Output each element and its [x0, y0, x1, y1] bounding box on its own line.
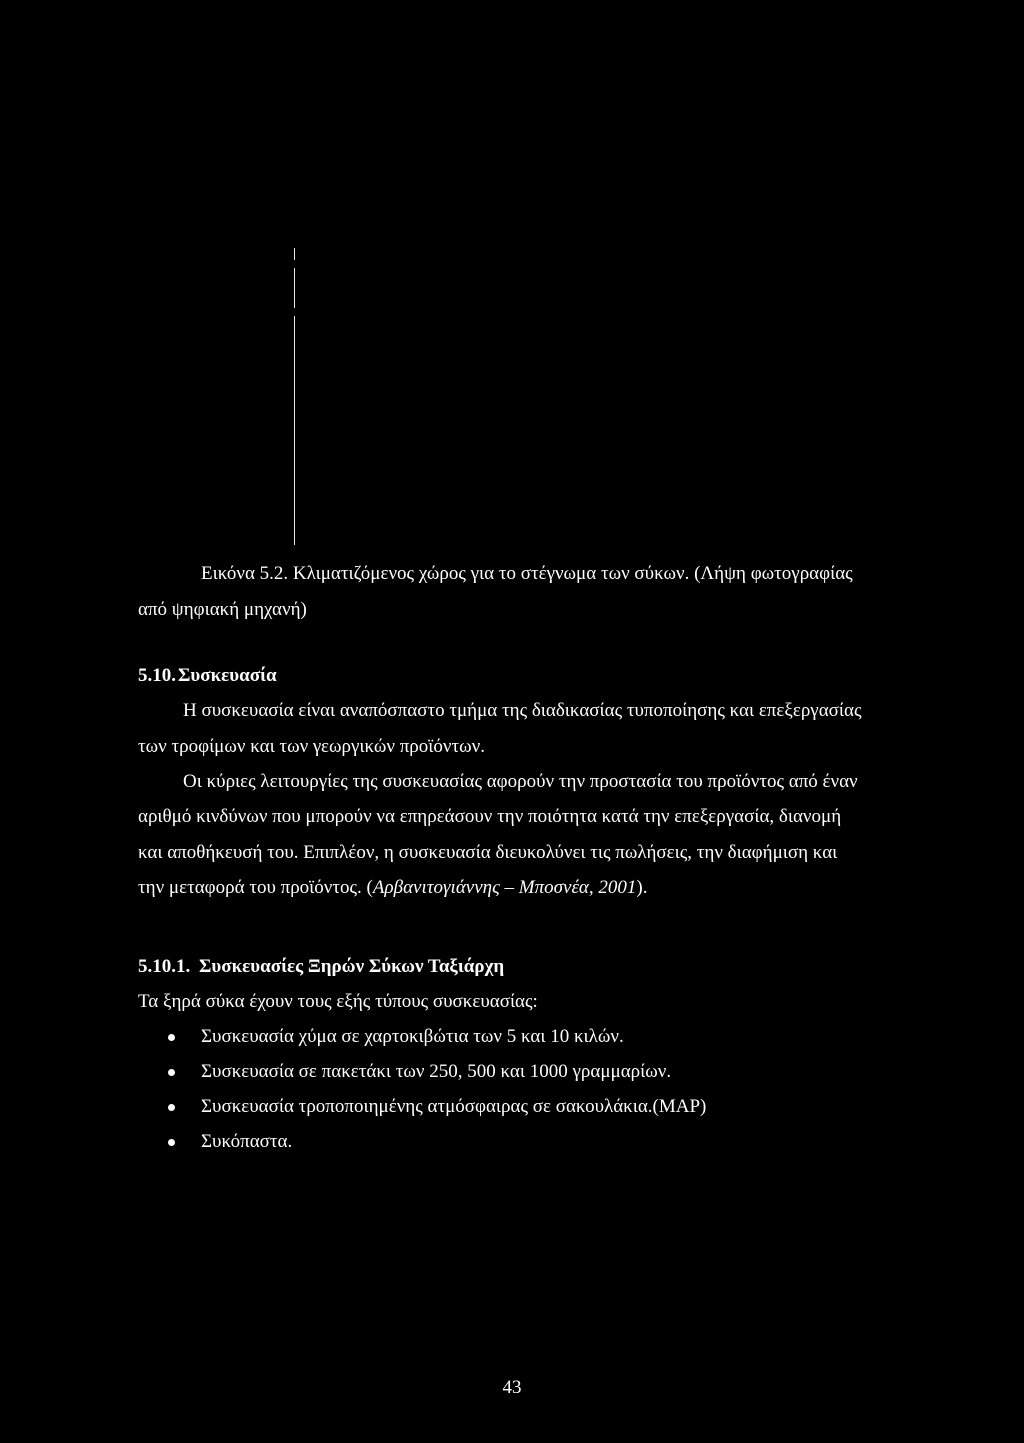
section-number: 5.10.	[138, 665, 176, 686]
subsection-title: Συσκευασίες Ξηρών Σύκων Ταξιάρχη	[199, 956, 505, 977]
paragraph2-line4	[138, 877, 647, 899]
page-number: 43	[502, 1377, 522, 1398]
bullet-icon	[168, 1104, 175, 1111]
citation: Αρβανιτογιάννης – Μποσνέα, 2001	[372, 877, 637, 898]
paragraph2-line1: Οι κύριες λειτουργίες της συσκευασίας αφορούν την προστασία του προϊόντος από έναν	[183, 771, 858, 792]
list-item: Συσκευασία τροποποιημένης ατμόσφαιρας σε σακουλάκια.(MAP)	[201, 1096, 707, 1117]
figure-divider-line	[294, 248, 295, 260]
list-item: Συσκευασία χύμα σε χαρτοκιβώτια των 5 και 10 κιλών.	[201, 1026, 624, 1047]
subsection-number: 5.10.1.	[138, 956, 191, 977]
bullet-icon	[168, 1069, 175, 1076]
bullet-icon	[168, 1034, 175, 1041]
bullet-icon	[168, 1139, 175, 1146]
list-item: Συκόπαστα.	[201, 1131, 293, 1152]
paragraph2-line3: και αποθήκευσή του. Επιπλέον, η συσκευασία διευκολύνει τις πωλήσεις, την διαφήμιση και	[138, 842, 838, 863]
figure-caption-line1: Εικόνα 5.2. Κλιματιζόμενος χώρος για το στέγνωμα των σύκων. (Λήψη φωτογραφίας	[201, 563, 853, 584]
paragraph1-line2: των τροφίμων και των γεωργικών προϊόντων.	[138, 736, 485, 757]
paragraph2-line4-end: ).	[636, 877, 648, 898]
paragraph2-line4-text: την μεταφορά του προϊόντος. (	[138, 877, 373, 898]
subsection-intro: Τα ξηρά σύκα έχουν τους εξής τύπους συσκευασίας:	[138, 991, 538, 1012]
paragraph2-line2: αριθμό κινδύνων που μπορούν να επηρεάσουν την ποιότητα κατά την επεξεργασία, διανομή	[138, 806, 842, 827]
figure-divider-line	[294, 316, 295, 545]
section-title: Συσκευασία	[178, 665, 277, 686]
figure-divider-line	[294, 268, 295, 308]
figure-caption-line2: από ψηφιακή μηχανή)	[138, 599, 307, 620]
paragraph1-line1: Η συσκευασία είναι αναπόσπαστο τμήμα της διαδικασίας τυποποίησης και επεξεργασίας	[183, 700, 862, 721]
list-item: Συσκευασία σε πακετάκι των 250, 500 και 1000 γραμμαρίων.	[201, 1061, 672, 1082]
